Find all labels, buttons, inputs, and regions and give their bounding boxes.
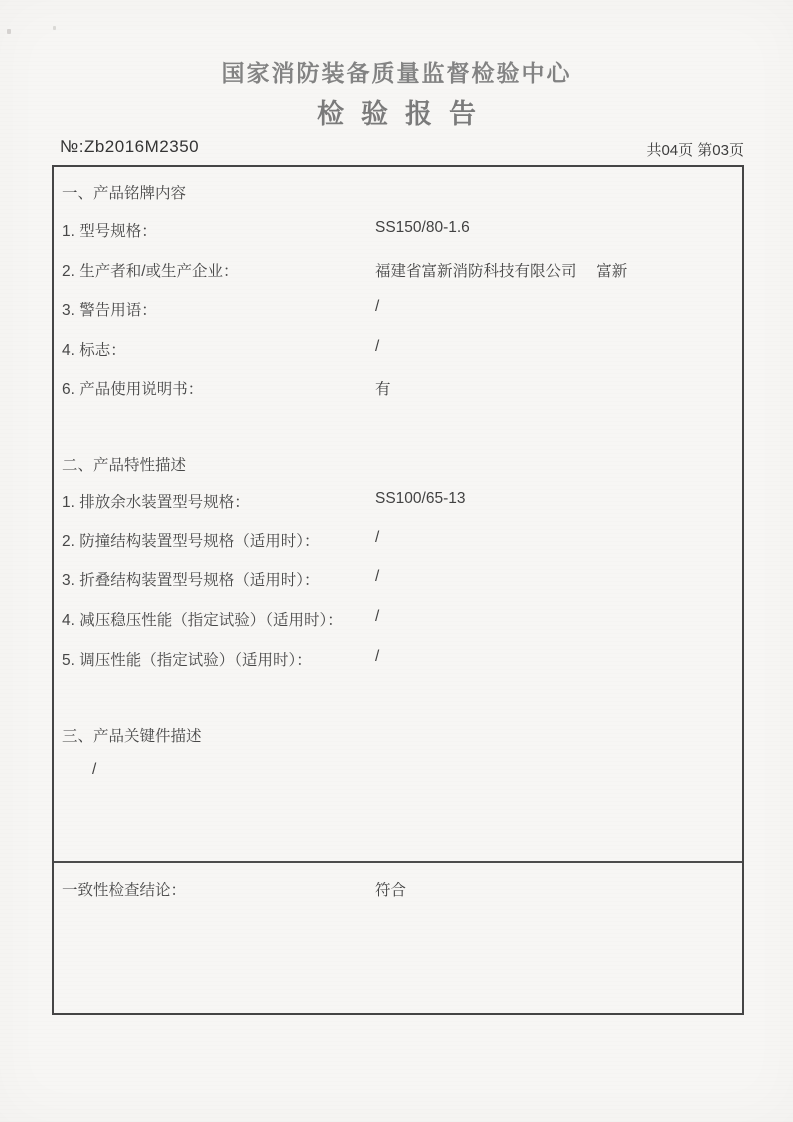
field-row-anticollision	[62, 529, 734, 549]
conclusion-row	[62, 878, 734, 898]
section-1-heading: 一、产品铭牌内容	[62, 185, 187, 202]
field-value: 有	[375, 381, 391, 398]
conclusion-value: 符合	[375, 882, 407, 899]
report-number-label: №:	[60, 137, 84, 156]
section-3-heading: 三、产品关键件描述	[62, 728, 202, 745]
field-row-model-spec	[62, 219, 734, 239]
field-value: /	[375, 568, 380, 585]
field-label: 2. 生产者和/或生产企业：	[62, 263, 239, 280]
field-label: 1. 排放余水装置型号规格：	[62, 494, 250, 511]
conclusion-divider	[54, 861, 742, 863]
field-row-mark	[62, 338, 734, 358]
field-label: 4. 标志：	[62, 342, 126, 359]
field-label: 2. 防撞结构装置型号规格（适用时）：	[62, 533, 320, 550]
organization-title: 国家消防装备质量监督检验中心	[221, 60, 572, 86]
section-3-value: /	[92, 761, 97, 778]
field-row-folding	[62, 568, 734, 588]
field-row-manufacturer	[62, 259, 734, 279]
field-value: /	[375, 608, 380, 625]
field-label: 3. 折叠结构装置型号规格（适用时）：	[62, 572, 320, 589]
field-label: 1. 型号规格：	[62, 223, 157, 240]
report-table	[52, 165, 744, 1015]
field-label: 4. 减压稳压性能（指定试验）（适用时）：	[62, 612, 343, 629]
field-row-pressure-regulate	[62, 648, 734, 668]
report-number	[60, 137, 199, 157]
field-value: /	[375, 529, 380, 546]
field-label: 5. 调压性能（指定试验）（适用时）：	[62, 652, 312, 669]
field-value: /	[375, 338, 380, 355]
field-value: /	[375, 298, 380, 315]
field-row-drain-device	[62, 490, 734, 510]
field-row-warning-text	[62, 298, 734, 318]
field-value: 福建省富新消防科技有限公司 富新	[375, 263, 628, 280]
report-number-value: Zb2016M2350	[83, 137, 200, 156]
field-value: SS100/65-13	[375, 490, 466, 507]
field-value: /	[375, 648, 380, 665]
report-title: 检验报告	[317, 99, 493, 129]
field-label: 6. 产品使用说明书：	[62, 381, 204, 398]
field-row-manual	[62, 377, 734, 397]
scan-speck	[53, 26, 56, 30]
section-2-heading: 二、产品特性描述	[62, 457, 187, 474]
scan-speck	[7, 29, 11, 34]
field-label: 3. 警告用语：	[62, 302, 157, 319]
field-row-pressure-reduce	[62, 608, 734, 628]
field-value: SS150/80-1.6	[375, 219, 470, 236]
conclusion-label: 一致性检查结论：	[62, 882, 187, 899]
page-counter: 共04页 第03页	[646, 142, 744, 159]
